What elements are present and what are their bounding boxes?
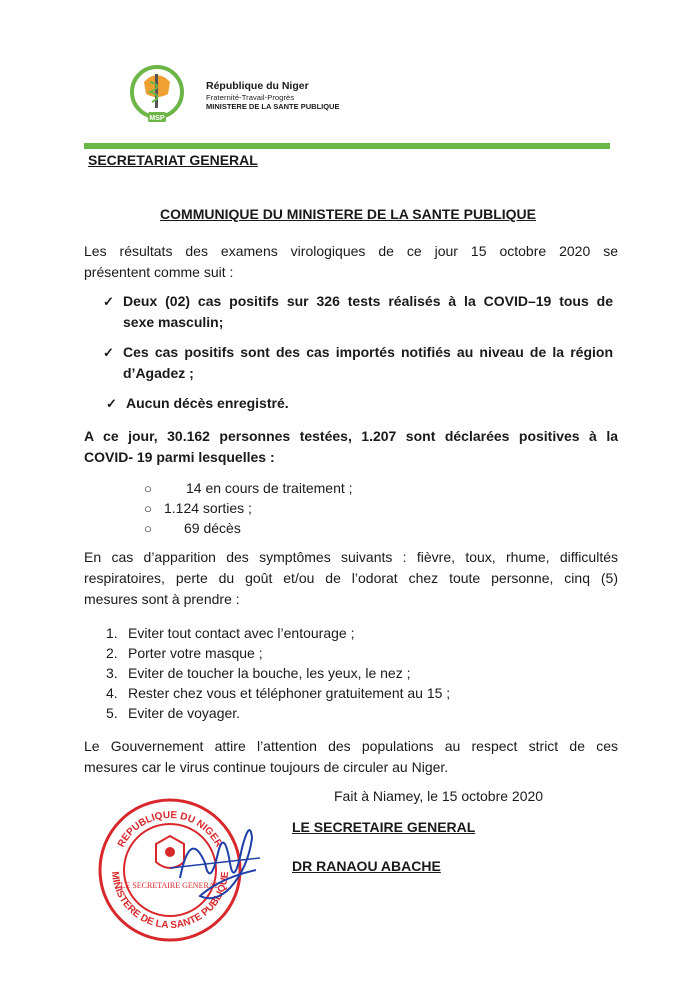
communique-title: COMMUNIQUE DU MINISTERE DE LA SANTE PUBLIQUE — [160, 206, 536, 222]
measure-number: 2. — [106, 645, 118, 661]
circle-bullet-icon: ○ — [144, 521, 152, 536]
intro-paragraph — [84, 241, 618, 283]
checkmark-icon: ✓ — [103, 294, 114, 309]
measure-item-4: Rester chez vous et téléphoner gratuitement au 15 ; — [128, 685, 451, 701]
stat-in-treatment: 14 en cours de traitement ; — [186, 480, 353, 496]
closing-paragraph: Le Gouvernement attire l’attention des populations au respect strict de ces mesures car le virus continue toujours de circuler au Niger. — [84, 738, 618, 775]
check-item-3: Aucun décès enregistré. — [126, 395, 289, 411]
circle-bullet-icon: ○ — [144, 501, 152, 516]
measure-item-5: Eviter de voyager. — [128, 705, 241, 721]
measure-number: 3. — [106, 665, 118, 681]
signatory-name: DR RANAOU ABACHE — [292, 858, 441, 874]
checkmark-icon: ✓ — [106, 396, 117, 411]
measure-item-3: Eviter de toucher la bouche, les yeux, le nez ; — [128, 665, 411, 681]
summary-paragraph: A ce jour, 30.162 personnes testées, 1.207 sont déclarées positives à la COVID- 19 parmi lesquelles : — [84, 428, 618, 465]
measure-number: 5. — [106, 705, 118, 721]
handwritten-signature — [160, 808, 270, 918]
measure-item-1: Eviter tout contact avec l’entourage ; — [128, 625, 355, 641]
letterhead — [206, 80, 339, 111]
svg-text:MSP: MSP — [149, 115, 165, 122]
checkmark-icon: ✓ — [103, 345, 114, 360]
measure-number: 1. — [106, 625, 118, 641]
ministry-logo — [124, 64, 190, 126]
signatory-title: LE SECRETAIRE GENERAL — [292, 819, 476, 835]
check-item-2: Ces cas positifs sont des cas importés notifiés au niveau de la région d’Agadez ; — [123, 344, 613, 381]
national-motto: Fraternité-Travail-Progrès — [206, 92, 295, 102]
place-and-date: Fait à Niamey, le 15 octobre 2020 — [334, 788, 544, 804]
intro-line-1: Les résultats des examens virologiques de ce jour 15 octobre 2020 se — [84, 243, 618, 259]
svg-text:LE SECRETAIRE GENERAL: LE SECRETAIRE GENERAL — [120, 881, 220, 890]
republic-name: République du Niger — [206, 80, 309, 92]
ministry-name: MINISTERE DE LA SANTE PUBLIQUE — [206, 101, 340, 111]
svg-text:REPUBLIQUE DU NIGER: REPUBLIQUE DU NIGER — [115, 809, 225, 850]
stat-deaths: 69 décès — [184, 520, 241, 536]
symptoms-paragraph: En cas d’apparition des symptômes suivants : fièvre, toux, rhume, difficultés respiratoires, perte du goût et/ou de l’odorat chez toute personne, cinq (5) mesures sont à prendre : — [84, 549, 618, 607]
measure-number: 4. — [106, 685, 118, 701]
stat-recovered: 1.124 sorties ; — [164, 500, 252, 516]
svg-text:MINISTERE DE LA SANTE PUBLIQUE: MINISTERE DE LA SANTE PUBLIQUE — [108, 870, 232, 932]
green-divider — [84, 143, 610, 149]
check-item-1: Deux (02) cas positifs sur 326 tests réalisés à la COVID–19 tous de sexe masculin; — [123, 293, 613, 330]
department-heading: SECRETARIAT GENERAL — [88, 152, 258, 168]
measure-item-2: Porter votre masque ; — [128, 645, 263, 661]
circle-bullet-icon: ○ — [144, 481, 152, 496]
intro-line-2: présentent comme suit : — [84, 264, 234, 280]
